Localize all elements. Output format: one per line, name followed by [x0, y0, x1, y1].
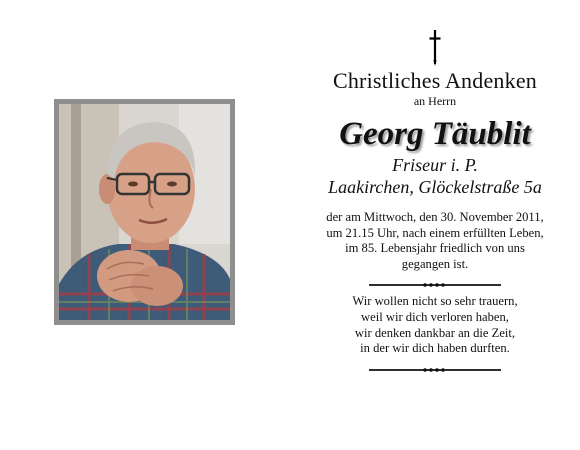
ornamental-divider: [369, 282, 501, 288]
verse-line: Wir wollen nicht so sehr trauern,: [352, 294, 518, 309]
deceased-occupation: Friseur i. P.: [392, 155, 478, 175]
cross-icon: [428, 30, 442, 66]
portrait-photo: [59, 104, 230, 320]
card-subheading: an Herrn: [413, 94, 457, 108]
card-text: [312, 30, 558, 373]
card-heading: Christliches Andenken: [332, 68, 537, 93]
verse-line: wir denken dankbar an die Zeit,: [354, 325, 516, 340]
portrait-frame: [54, 99, 235, 325]
death-notice: [312, 210, 558, 272]
verse-line: in der wir dich haben durften.: [360, 341, 510, 356]
death-notice-line: um 21.15 Uhr, nach einem erfüllten Leben,: [326, 225, 544, 240]
memorial-verse: [312, 294, 558, 356]
verse-line: weil wir dich verloren haben,: [361, 309, 509, 324]
death-notice-line: der am Mittwoch, den 30. November 2011,: [326, 210, 544, 224]
death-notice-line: gegangen ist.: [401, 256, 469, 271]
ornamental-divider: [369, 367, 501, 373]
death-notice-line: im 85. Lebensjahr friedlich von uns: [345, 241, 525, 256]
deceased-address: Laakirchen, Glöckelstraße 5a: [328, 177, 542, 197]
deceased-name: Georg Täublit: [339, 116, 531, 152]
